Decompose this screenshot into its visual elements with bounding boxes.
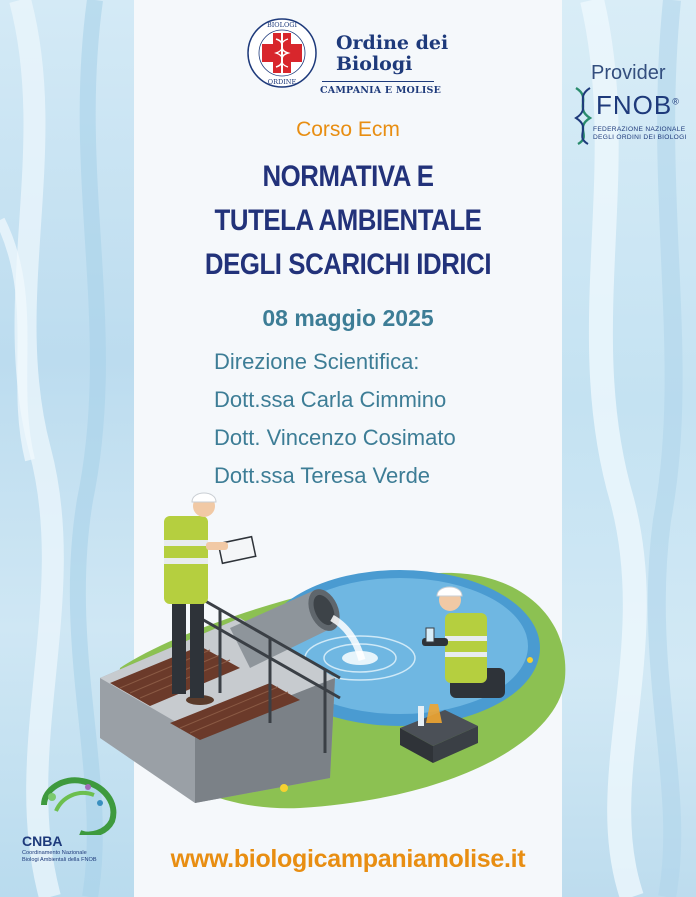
org-name-line2: Biologi	[336, 53, 413, 75]
cnba-subtitle	[22, 850, 97, 863]
order-seal-icon	[246, 17, 318, 89]
course-date: 08 maggio 2025	[262, 305, 434, 331]
scientific-direction	[214, 343, 456, 495]
fnob-subtitle	[593, 126, 687, 142]
director-2: Dott. Vincenzo Cosimato	[214, 425, 456, 450]
director-1: Dott.ssa Carla Cimmino	[214, 387, 447, 412]
director-3: Dott.ssa Teresa Verde	[214, 463, 431, 488]
title-line-2: TUTELA AMBIENTALE	[214, 204, 482, 237]
title-line-1: NORMATIVA E	[262, 160, 434, 193]
course-title	[134, 155, 562, 287]
cnba-sub-line1: Coordinamento Nazionale	[22, 850, 87, 856]
org-name-line1: Ordine dei	[336, 32, 449, 54]
provider-label: Provider	[591, 62, 666, 84]
cnba-sub-line2: Biologi Ambientali della FNOB	[22, 856, 97, 863]
water-discharge-illustration	[100, 478, 580, 818]
fnob-sub-line2: DEGLI ORDINI DEI BIOLOGI	[593, 134, 687, 141]
fnob-reg: ®	[672, 96, 680, 107]
svg-text:ORDINE: ORDINE	[267, 78, 297, 86]
org-divider	[322, 81, 434, 82]
org-region: CAMPANIA E MOLISE	[320, 85, 442, 96]
cnba-label: CNBA	[22, 833, 63, 849]
fnob-sub-line1: FEDERAZIONE NAZIONALE	[593, 126, 686, 133]
globe-leaves-icon	[26, 775, 122, 835]
svg-text:BIOLOGI: BIOLOGI	[266, 21, 298, 29]
course-label: Corso Ecm	[296, 118, 400, 141]
direction-heading: Direzione Scientifica:	[214, 349, 420, 374]
website-link[interactable]: www.biologicampaniamolise.it	[170, 845, 526, 873]
org-name	[336, 33, 448, 75]
title-line-3: DEGLI SCARICHI IDRICI	[204, 248, 492, 281]
fnob-name: FNOB	[596, 90, 673, 120]
fnob-logo-text	[596, 90, 680, 121]
